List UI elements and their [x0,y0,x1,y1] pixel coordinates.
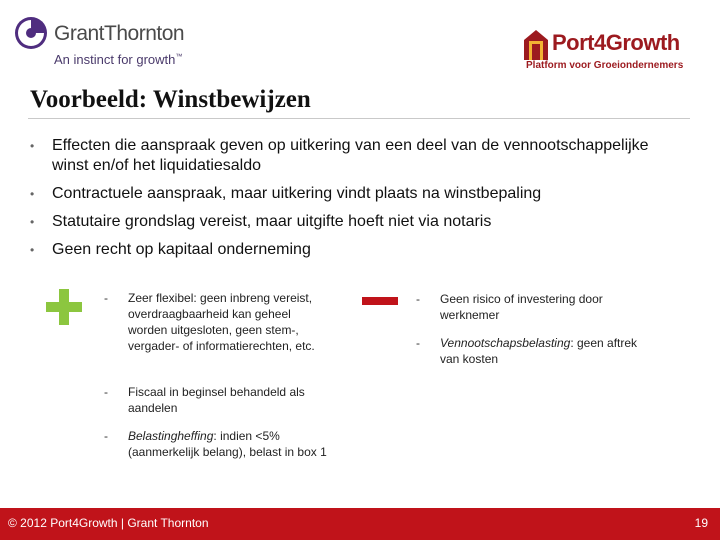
advantage-item: - Fiscaal in beginsel behandeld als aandelen [104,385,305,415]
footer-bar [0,508,720,540]
plus-icon [46,289,82,325]
bullet-item: • Statutaire grondslag vereist, maar uitgifte hoeft niet via notaris [30,213,492,230]
port4growth-house-icon [522,28,550,62]
bullet-dot: • [30,139,35,153]
dash-marker: - [104,385,108,399]
grant-thornton-logo-mark-icon [14,16,48,50]
footer-copyright: © 2012 Port4Growth | Grant Thornton [8,516,209,530]
bullet-item: • Contractuele aanspraak, maar uitkering vindt plaats na winstbepaling [30,185,542,202]
disadvantage-item: - Vennootschapsbelasting: geen aftrek van kosten [416,336,638,366]
disadvantages-list [416,291,656,367]
dash-marker: - [104,429,108,443]
advantage-item: - Zeer flexibel: geen inbreng vereist, overdraagbaarheid kan geheel worden uitgesloten, geen stem-, vergader- of informatierechten, etc. [104,291,315,353]
dash-marker: - [104,291,108,305]
bullet-dot: • [30,215,35,229]
page-number: 19 [694,516,708,530]
bullet-dot: • [30,243,35,257]
disadvantage-item: - Geen risico of investering door werknemer [416,292,603,322]
minus-icon [362,297,398,305]
dash-marker: - [416,336,420,350]
bullet-item: • Effecten die aanspraak geven op uitkering van een deel van de vennootschappelijke winst en/of het liquidatiesaldo [30,137,649,174]
port4growth-wordmark: Port4Growth [552,30,680,55]
slide-title: Voorbeeld: Winstbewijzen [30,86,311,113]
advantages-list [104,290,334,460]
title-divider [28,118,690,119]
main-bullet-list [30,136,670,260]
grant-thornton-logo [14,16,204,72]
port4growth-subtitle: Platform voor Groeiondernemers [526,60,684,71]
bullet-item: • Geen recht op kapitaal onderneming [30,241,311,258]
bullet-dot: • [30,187,35,201]
grant-thornton-wordmark: GrantThornton [54,22,185,45]
port4growth-logo [522,28,682,74]
grant-thornton-tagline: An instinct for growth™ [54,52,183,67]
dash-marker: - [416,292,420,306]
advantage-item: - Belastingheffing: indien <5% (aanmerkelijk belang), belast in box 1 [104,429,327,459]
